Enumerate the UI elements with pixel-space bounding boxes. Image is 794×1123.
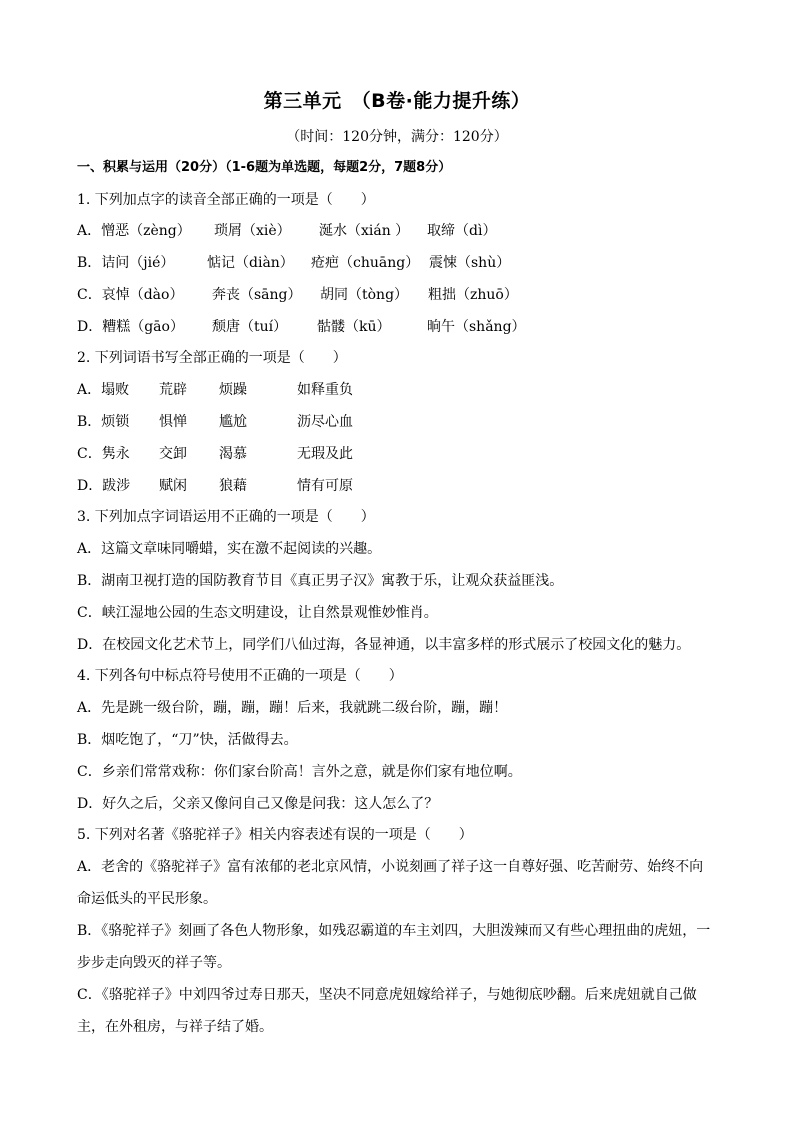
option-text: D．跋涉 (77, 478, 131, 494)
question-4-stem: 4. 下列各句中标点符号使用不正确的一项是（ ） (77, 668, 403, 684)
option-text: B．烦锁 (77, 414, 130, 430)
section-heading: 一、积累与运用（20分）（1-6题为单选题，每题2分，7题8分） (77, 160, 452, 175)
option-text: 胡同（tòng） (320, 287, 409, 303)
question-1-row-b (77, 253, 510, 273)
option-text: 渴慕 (219, 446, 247, 462)
option-text: 震悚（shù） (429, 255, 511, 271)
option-text: 奔丧（sāng） (212, 287, 302, 303)
option-text: 惧惮 (159, 414, 187, 430)
question-5-stem: 5. 下列对名著《骆驼祥子》相关内容表述有误的一项是（ ） (77, 827, 473, 843)
option-text: C．哀悼（dào） (77, 287, 184, 303)
question-2-row-b (77, 412, 353, 432)
question-4-option-b: B．烟吃饱了，“刀”快，活做得去。 (77, 732, 298, 748)
option-text: 涎水（xián ） (319, 223, 410, 239)
option-text: 取缔（dì） (427, 223, 497, 239)
question-1-row-a (77, 221, 496, 241)
option-text: 无瑕及此 (297, 446, 353, 462)
question-5-option-b: B．《骆驼祥子》刻画了各色人物形象，如残忍霸道的车主刘四，大胆泼辣而又有些心理扭曲的虎妞，一步步走向毁灭的祥子等。 (77, 923, 711, 971)
option-text: 尴尬 (219, 414, 247, 430)
option-text: 狼藉 (219, 478, 247, 494)
option-text: 情有可原 (297, 478, 353, 494)
question-4-option-d: D．好久之后，父亲又像问自己又像是问我：这人怎么了？ (77, 796, 439, 812)
option-text: 颓唐（tuí） (212, 319, 288, 335)
question-2-stem: 2. 下列词语书写全部正确的一项是（ ） (77, 350, 347, 366)
option-text: 骷髅（kū） (317, 319, 391, 335)
question-2-row-d (77, 476, 353, 496)
option-text: 荒辟 (159, 382, 187, 398)
question-1-stem: 1. 下列加点字的读音全部正确的一项是（ ） (77, 192, 375, 208)
question-1-row-d (77, 317, 526, 337)
option-text: A．塌败 (77, 382, 130, 398)
question-3-option-a: A．这篇文章味同嚼蜡，实在激不起阅读的兴趣。 (77, 541, 382, 557)
page-title: 第三单元 （B卷·能力提升练） (263, 90, 531, 112)
question-4-option-a: A．先是跳一级台阶，蹦，蹦，蹦！后来，我就跳二级台阶，蹦，蹦！ (77, 700, 508, 716)
option-text: 沥尽心血 (297, 414, 353, 430)
option-text: D．糟糕（gāo） (77, 319, 184, 335)
question-2-row-a (77, 380, 353, 400)
exam-info: （时间：120分钟，满分：120分） (286, 129, 508, 145)
option-text: 琐屑（xiè） (214, 223, 291, 239)
option-text: 疮疤（chuāng） (311, 255, 420, 271)
question-3-stem: 3. 下列加点字词语运用不正确的一项是（ ） (77, 509, 375, 525)
question-3-option-d: D．在校园文化艺术节上，同学们八仙过海，各显神通，以丰富多样的形式展示了校园文化的魅力。 (77, 637, 691, 653)
question-3-option-b: B．湖南卫视打造的国防教育节目《真正男子汉》寓教于乐，让观众获益匪浅。 (77, 573, 564, 589)
option-text: 交卸 (159, 446, 187, 462)
option-text: 晌午（shǎng） (427, 319, 526, 335)
question-3-option-c: C．峡江湿地公园的生态文明建设，让自然景观惟妙惟肖。 (77, 605, 438, 621)
question-5-option-a: A．老舍的《骆驼祥子》富有浓郁的老北京风情，小说刻画了祥子这一自尊好强、吃苦耐劳、始终不向命运低头的平民形象。 (77, 859, 704, 907)
option-text: 赋闲 (159, 478, 187, 494)
option-text: A．憎恶（zèng） (77, 223, 191, 239)
question-2-row-c (77, 444, 353, 464)
option-text: B．诘问（jié） (77, 255, 175, 271)
option-text: 惦记（diàn） (207, 255, 294, 271)
option-text: C．隽永 (77, 446, 130, 462)
question-4-option-c: C．乡亲们常常戏称：你们家台阶高！言外之意，就是你们家有地位啊。 (77, 764, 522, 780)
option-text: 粗拙（zhuō） (428, 287, 518, 303)
option-text: 烦躁 (219, 382, 247, 398)
question-1-row-c (77, 285, 518, 305)
option-text: 如释重负 (297, 382, 353, 398)
question-5-option-c: C．《骆驼祥子》中刘四爷过寿日那天，坚决不同意虎妞嫁给祥子，与她彻底吵翻。后来虎妞就自己做主，在外租房，与祥子结了婚。 (77, 987, 697, 1035)
